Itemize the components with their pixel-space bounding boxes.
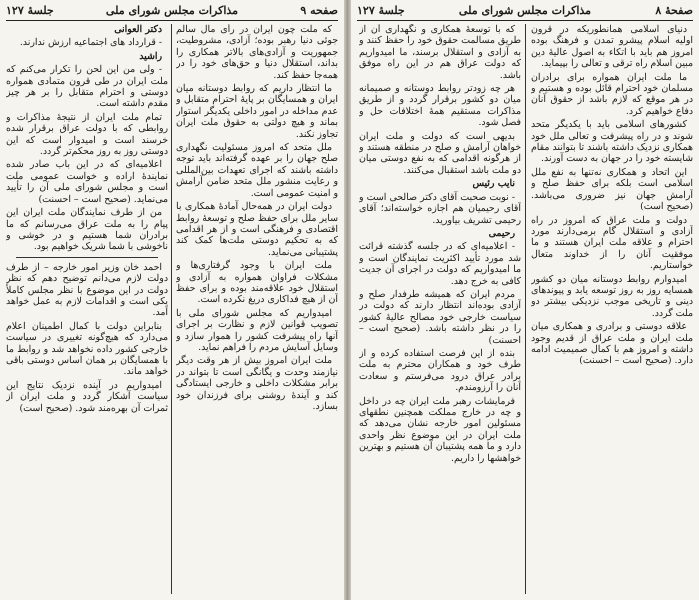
- right-column-divider: [525, 24, 526, 594]
- right-page-column-right: [531, 24, 693, 594]
- right-header-rule: [357, 20, 693, 21]
- right-page-session: جلسهٔ ۱۲۷: [357, 4, 405, 17]
- paragraph: این اتحاد و همکاری نه‌تنها به نفع ملل اسلامی است بلکه برای حفظ صلح و آرامش جهان نیز ضروری می‌باشد. (صحیح است): [531, 166, 693, 213]
- paragraph: - ولی من این لحن را تکرار می‌کنم که ملت ایران در طی قرون متمادی همواره دوستی و احترام متقابل را بر هر چیز مقدم داشته است.: [6, 64, 168, 110]
- paragraph: من از طرف نمایندگان ملت ایران این پیام را به ملت عراق می‌رسانم که ما برادران شما هستیم و در خوشی و ناخوشی با شما شریک خواهیم بود.: [6, 207, 168, 253]
- left-page-number: صفحه ۹: [300, 4, 338, 17]
- paragraph: ملت ایران امروز بیش از هر وقت دیگر نیازمند وحدت و یگانگی است تا بتواند در برابر مشکلات داخلی و خارجی ایستادگی کند و آیندهٔ روشنی برای فرزندان خود بسازد.: [176, 355, 338, 412]
- left-page: [0, 0, 344, 600]
- paragraph: مردم ایران که همیشه طرفدار صلح و آزادی بوده‌اند انتظار دارند که دولت در سیاست خارجی خود مصالح عالیهٔ کشور را در نظر داشته باشد. (صحیح است – احسنت): [359, 288, 521, 346]
- left-page-column-left: [6, 24, 168, 594]
- right-page-title: مذاکرات مجلس شورای ملی: [458, 4, 592, 17]
- section-divider: [16, 257, 158, 258]
- paragraph: ملت ایران با وجود گرفتاری‌ها و مشکلات فراوان همواره به آزادی و استقلال خود علاقه‌مند بوده و برای حفظ آن از هیچ فداکاری دریغ نکرده است.: [176, 260, 338, 306]
- paragraph: امیدواریم در آینده نزدیک نتایج این سیاست آشکار گردد و ملت ایران از ثمرات آن بهره‌مند شود. (صحیح است): [6, 379, 168, 414]
- left-page-session: جلسهٔ ۱۲۷: [6, 4, 54, 17]
- book-gutter: [344, 0, 351, 600]
- paragraph: دولت ایران در همه‌حال آمادهٔ همکاری با سایر ملل برای حفظ صلح و توسعهٔ روابط اقتصادی و فرهنگی است و از هر اقدامی که به تحکیم دوستی ملت‌ها کمک کند پشتیبانی می‌نماید.: [176, 201, 338, 258]
- paragraph: که با توسعهٔ همکاری و نگهداری آن از طریق مسالمت حقوق خود را حفظ کنند و به آزادی و استقلال برسند، ما امیدواریم که دولت عراق هم در این راه موفق باشد.: [359, 24, 521, 81]
- speaker-name: نایب رئیس: [472, 178, 515, 190]
- paragraph: اعلامیه‌ای که در این باب صادر شده نمایندهٔ اراده و خواست عمومی ملت است و مجلس شورای ملی آن را تأیید می‌نماید. (صحیح است – احسنت): [6, 159, 168, 205]
- speaker-name: رحیمی: [488, 227, 515, 239]
- paragraph: امیدواریم که مجلس شورای ملی با تصویب قوانین لازم و نظارت بر اجرای آنها راه پیشرفت کشور را هموار سازد و وسایل آسایش مردم را فراهم نماید.: [176, 307, 338, 353]
- paragraph: که ملت چون ایران در رأی مال سالم جوئی دنیا رهبر بوده؛ آزادی، مشروطیت، جمهوریت و آزادی‌های بالاتر همکاری را بداند، استقلال دنیا و حق‌های خود را در همه‌جا حفظ کند.: [176, 24, 338, 81]
- paragraph: بنابراین دولت با کمال اطمینان اعلام می‌دارد که هیچ‌گونه تغییری در سیاست خارجی کشور داده نخواهد شد و روابط ما با همسایگان بر همان اساس دوستی باقی خواهد ماند.: [6, 320, 168, 378]
- left-header-rule: [6, 20, 338, 21]
- paragraph: بنده از این فرصت استفاده کرده و از طرف خود و همکاران محترم به ملت برادر عراق درود می‌فرستم و سعادت آنان را آرزومندم.: [359, 347, 521, 394]
- paragraph: کشورهای اسلامی باید با یکدیگر متحد شوند و در راه پیشرفت و تعالی ملل خود همکاری نزدیک داشته باشند تا بتوانند مقام شایسته خود را در جهان به دست آورند.: [531, 119, 693, 165]
- paragraph: دولت و ملت عراق که امروز در راه آزادی و استقلال گام برمی‌دارند مورد احترام و علاقه ملت ایران هستند و ما موفقیت آنان را از خداوند متعال خواستاریم.: [531, 214, 693, 272]
- left-column-divider: [171, 24, 172, 594]
- left-page-header: [6, 4, 338, 18]
- paragraph: هر چه زودتر روابط دوستانه و صمیمانه میان دو کشور برقرار گردد و از طریق مذاکرات مستقیم همهٔ اختلافات حل و فصل شود.: [359, 83, 521, 129]
- right-page-column-left: [359, 24, 521, 594]
- paragraph: دنیای اسلامی همانطوریکه در قرون اولیه اسلام پیشرو تمدن و فرهنگ بوده امروز هم باید با اتکاء به اصول عالیهٔ دین مبین اسلام راه ترقی و تعالی را بپیماید.: [531, 24, 693, 70]
- right-page-number: صفحهٔ ۸: [655, 4, 693, 17]
- paragraph: امیدوارم روابط دوستانه میان دو کشور همسایه روز به روز توسعه یابد و پیوندهای دینی و تاریخی موجب نزدیکی بیشتر دو ملت گردد.: [531, 273, 693, 319]
- paragraph: - نوبت صحبت آقای دکتر صالحی است و آقای رحیمیان هم اجازه خواسته‌اند؛ آقای رحیمی تشریف بیاورید.: [359, 191, 521, 226]
- paragraph: فرمایشات رهبر ملت ایران چه در داخل و چه در خارج مملکت همچنین نطقهای مسئولین امور خارجه نشان می‌دهد که ملت ایران در این موضوع نظر واحدی دارد و ما همه پشتیبان آن هستیم و بهترین خواهشها را داریم.: [359, 395, 521, 464]
- left-page-title: مذاکرات مجلس شورای ملی: [105, 4, 239, 17]
- paragraph: ملل متحد که امروز مسئولیت نگهداری صلح جهان را بر عهده گرفته‌اند باید توجه داشته باشند که اجرای تعهدات بین‌المللی و رعایت منشور ملل متحد ضامن آرامش و امنیت عمومی است.: [176, 142, 338, 199]
- speaker-name: راشید: [139, 50, 162, 62]
- paragraph: - قرارداد های اجتماعیه ارزش ندارند.: [19, 37, 162, 49]
- paragraph: ما انتظار داریم که روابط دوستانه میان ایران و همسایگان بر پایهٔ احترام متقابل و عدم مداخله در امور داخلی یکدیگر استوار بماند و هیچ دولتی به حقوق ملت ایران تجاوز نکند.: [176, 83, 338, 140]
- paragraph: ما ملت ایران همواره برای برادران مسلمان خود احترام قائل بوده و هستیم و در هر موقع که لازم باشد از حقوق آنان دفاع خواهیم کرد.: [531, 71, 693, 117]
- paragraph: احمد خان وزیر امور خارجه – از طرف دولت لازم می‌دانم توضیح دهم که نظر دولت در این موضوع با نظر مجلس کاملاً یکی است و اقدامات لازم به عمل خواهد آمد.: [6, 261, 168, 319]
- paragraph: علاقه دوستی و برادری و همکاری میان ملت ایران و ملت عراق از قدیم وجود داشته و امروز هم با کمال صمیمیت ادامه دارد. (صحیح است – احسنت): [531, 321, 693, 367]
- right-page-header: [357, 4, 693, 18]
- paragraph: بدیهی است که دولت و ملت ایران خواهان آرامش و صلح در منطقه هستند و از هرگونه اقدامی که به نفع دوستی میان دو ملت باشد استقبال می‌کنند.: [359, 130, 521, 176]
- paragraph: - اعلامیه‌ای که در جلسه گذشته قرائت شد مورد تأیید اکثریت نمایندگان است و ما امیدواریم که دولت در اجرای آن جدیت کافی به خرج دهد.: [359, 241, 521, 287]
- speaker-name: دکتر العوانی: [114, 24, 162, 35]
- paragraph: تمام ملت ایران از نتیجهٔ مذاکرات و روابطی که با دولت عراق برقرار شده خرسند است و امیدوار است که این دوستی روز به روز محکم‌تر گردد.: [6, 111, 168, 158]
- right-page: [351, 0, 699, 600]
- left-page-column-right: [176, 24, 338, 594]
